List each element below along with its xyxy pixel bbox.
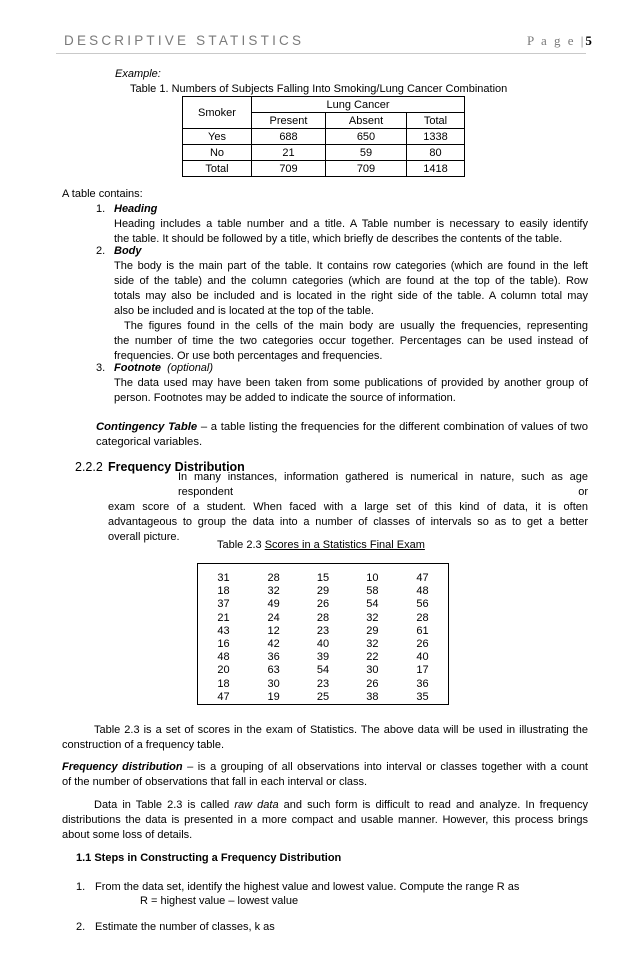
freq-intro bbox=[108, 470, 588, 545]
score-cell: 48 bbox=[397, 585, 448, 598]
text-line: the number of time the two categories occur together. Percentages can be used instead of bbox=[114, 335, 588, 347]
score-cell: 54 bbox=[316, 664, 330, 677]
list-number: 3. bbox=[96, 362, 106, 374]
footnote-heading bbox=[114, 361, 213, 376]
text-line: person. Footnotes may be added to indicate the source of information. bbox=[114, 392, 456, 404]
score-cell: 35 bbox=[397, 691, 448, 705]
score-cell: 31 bbox=[198, 572, 249, 585]
table-row bbox=[198, 612, 449, 625]
table-row bbox=[198, 678, 449, 691]
text-line: exam score of a student. When faced with a large set of this kind of data, it is often bbox=[108, 501, 588, 513]
text-line bbox=[62, 798, 588, 813]
group-header-cell: Lung Cancer bbox=[252, 97, 465, 113]
text-line: categorical variables. bbox=[96, 436, 203, 448]
table-cell: No bbox=[183, 145, 252, 161]
body-description bbox=[114, 259, 588, 364]
body-term: Body bbox=[114, 245, 142, 257]
caption-prefix: Table 2.3 bbox=[217, 539, 265, 551]
score-cell: 18 bbox=[198, 585, 249, 598]
table-cell: Yes bbox=[183, 129, 252, 145]
score-cell: 30 bbox=[366, 664, 379, 677]
score-cell: 26 bbox=[397, 638, 448, 651]
raw-data-term: raw data bbox=[234, 799, 279, 811]
score-cell: 40 bbox=[316, 638, 330, 651]
table-cell: 1418 bbox=[407, 161, 465, 177]
score-cell: 16 bbox=[198, 638, 249, 651]
score-cell: 29 bbox=[316, 585, 330, 598]
parts-intro: A table contains: bbox=[62, 188, 143, 200]
text-line: advantageous to group the data into a number of classes of intervals so as to get a better bbox=[108, 516, 588, 528]
table-row bbox=[198, 638, 449, 651]
score-cell: 19 bbox=[267, 690, 280, 703]
section-title: Frequency Distribution bbox=[108, 460, 245, 474]
table-cell: Total bbox=[183, 161, 252, 177]
contingency-def: – a table listing the frequencies for the different combination of values of two bbox=[197, 421, 588, 433]
table-usage-paragraph bbox=[62, 723, 588, 753]
section-number: 2.2.2 bbox=[75, 460, 103, 474]
score-cell: 47 bbox=[397, 572, 448, 585]
score-cell: 22 bbox=[366, 651, 379, 664]
score-cell: 58 bbox=[366, 585, 379, 598]
text-line: The body is the main part of the table. It contains row categories (which are found in the left bbox=[114, 260, 588, 272]
table1-caption: Table 1. Numbers of Subjects Falling Into Smoking/Lung Cancer Combination bbox=[130, 83, 508, 95]
steps-heading: 1.1 Steps in Constructing a Frequency Distribution bbox=[76, 852, 342, 864]
caption-title: Scores in a Statistics Final Exam bbox=[264, 539, 425, 551]
page-indicator bbox=[527, 33, 592, 49]
score-cell: 25 bbox=[316, 690, 330, 703]
step-2-text: Estimate the number of classes, k as bbox=[95, 921, 275, 933]
score-cell: 26 bbox=[316, 598, 330, 611]
score-cell: 15 bbox=[316, 572, 330, 585]
score-cell: 32 bbox=[366, 611, 379, 624]
score-cell: 54 bbox=[366, 598, 379, 611]
table-row bbox=[198, 651, 449, 664]
text-line: side of the table) and the column categories (which are found at the top of the table). Row bbox=[114, 275, 588, 287]
table-cell: 21 bbox=[252, 145, 326, 161]
score-cell: 20 bbox=[198, 664, 249, 677]
exam-scores-table bbox=[197, 563, 449, 705]
footnote-term: Footnote bbox=[114, 362, 162, 374]
score-cell: 36 bbox=[397, 678, 448, 691]
score-cell: 49 bbox=[267, 598, 280, 611]
frequency-distribution-definition bbox=[62, 760, 588, 790]
column-header: Absent bbox=[326, 113, 407, 129]
table-cell: 650 bbox=[326, 129, 407, 145]
column-header: Total bbox=[407, 113, 465, 129]
score-cell: 18 bbox=[198, 678, 249, 691]
score-cell: 28 bbox=[316, 611, 330, 624]
score-cell: 42 bbox=[267, 638, 280, 651]
score-cell: 40 bbox=[397, 651, 448, 664]
row-header-cell: Smoker bbox=[183, 97, 252, 129]
table-row bbox=[198, 691, 449, 705]
score-cell: 32 bbox=[366, 638, 379, 651]
table-cell: 59 bbox=[326, 145, 407, 161]
text-line: also be included and is located at the top of the table. bbox=[114, 305, 374, 317]
score-cell: 28 bbox=[397, 612, 448, 625]
text-line: distributions the data is presented in a more compact and usable manner. However, this process brings bbox=[62, 814, 588, 826]
score-cell: 61 bbox=[397, 625, 448, 638]
list-number: 2. bbox=[96, 245, 106, 257]
page-label: P a g e | bbox=[527, 33, 586, 48]
heading-description bbox=[114, 217, 588, 247]
page-number: 5 bbox=[585, 33, 592, 48]
list-number: 1. bbox=[76, 881, 86, 893]
score-cell: 37 bbox=[198, 598, 249, 611]
text-line: In many instances, information gathered is numerical in nature, such as age respondent or bbox=[178, 471, 588, 498]
text-line: The figures found in the cells of the main body are usually the frequencies, representing bbox=[124, 320, 588, 332]
score-cell: 29 bbox=[366, 624, 379, 637]
text-span: Data in Table 2.3 is called bbox=[94, 799, 235, 811]
table-row bbox=[198, 585, 449, 598]
score-cell: 26 bbox=[366, 677, 379, 690]
score-cell: 10 bbox=[366, 572, 379, 585]
table-cell: 709 bbox=[326, 161, 407, 177]
text-line: the table. It should be followed by a title, which briefly de describes the contents of the table. bbox=[114, 233, 563, 245]
raw-data-paragraph bbox=[62, 798, 588, 843]
text-line: totals may also be included and is located in the right side of the table. A column total may bbox=[114, 290, 588, 302]
table-row bbox=[198, 625, 449, 638]
table-row bbox=[198, 572, 449, 585]
table-cell: 1338 bbox=[407, 129, 465, 145]
score-cell: 56 bbox=[397, 598, 448, 611]
heading-term: Heading bbox=[114, 203, 158, 215]
range-formula: R = highest value – lowest value bbox=[140, 895, 299, 907]
text-span: and such form is difficult to read and analyze. In frequency bbox=[278, 799, 588, 811]
table-row bbox=[198, 598, 449, 611]
contingency-definition bbox=[96, 420, 588, 450]
score-cell: 23 bbox=[316, 677, 330, 690]
column-header: Present bbox=[252, 113, 326, 129]
text-line bbox=[62, 760, 588, 775]
fd-term: Frequency distribution bbox=[62, 761, 183, 773]
score-cell: 32 bbox=[267, 585, 280, 598]
step-1-text: From the data set, identify the highest value and lowest value. Compute the range R as bbox=[95, 881, 520, 893]
text-line: overall picture. bbox=[108, 531, 180, 543]
table23-caption bbox=[217, 538, 425, 553]
score-cell: 63 bbox=[267, 664, 280, 677]
table-cell: 688 bbox=[252, 129, 326, 145]
score-cell: 38 bbox=[366, 690, 379, 703]
score-cell: 12 bbox=[267, 624, 280, 637]
text-line bbox=[96, 420, 588, 435]
running-header-title: DESCRIPTIVE STATISTICS bbox=[64, 33, 305, 48]
table-row bbox=[183, 129, 465, 145]
text-line: Heading includes a table number and a title. A Table number is necessary to easily identify bbox=[114, 218, 588, 230]
contingency-term: Contingency Table bbox=[96, 421, 198, 433]
list-number: 1. bbox=[96, 203, 106, 215]
text-line: frequencies. Or use both percentages and frequencies. bbox=[114, 350, 383, 362]
list-number: 2. bbox=[76, 921, 86, 933]
text-line: The data used may have been taken from some publications of provided by another group of bbox=[114, 377, 588, 389]
fd-def: – is a grouping of all observations into interval or classes together with a count bbox=[182, 761, 588, 773]
text-line: about some loss of details. bbox=[62, 829, 193, 841]
score-cell: 48 bbox=[198, 651, 249, 664]
example-label: Example: bbox=[115, 68, 161, 80]
table-cell: 80 bbox=[407, 145, 465, 161]
score-cell: 36 bbox=[267, 651, 280, 664]
header-divider bbox=[56, 53, 586, 54]
score-cell: 39 bbox=[316, 651, 330, 664]
text-line: Table 2.3 is a set of scores in the exam of Statistics. The above data will be used in illustrating the bbox=[94, 724, 588, 736]
score-cell: 23 bbox=[316, 624, 330, 637]
table-row bbox=[183, 161, 465, 177]
text-line: of the number of observations that fall in each interval or class. bbox=[62, 776, 368, 788]
footnote-description bbox=[114, 376, 588, 406]
score-cell: 17 bbox=[397, 664, 448, 677]
score-cell: 21 bbox=[198, 612, 249, 625]
table-row bbox=[198, 664, 449, 677]
score-cell: 28 bbox=[267, 572, 280, 585]
score-cell: 43 bbox=[198, 625, 249, 638]
table-cell: 709 bbox=[252, 161, 326, 177]
smoking-cancer-table bbox=[182, 96, 465, 177]
text-line: construction of a frequency table. bbox=[62, 739, 225, 751]
score-cell: 30 bbox=[267, 677, 280, 690]
score-cell: 47 bbox=[198, 691, 249, 705]
score-cell: 24 bbox=[267, 611, 280, 624]
footnote-optional: (optional) bbox=[167, 362, 214, 374]
table-row bbox=[183, 145, 465, 161]
